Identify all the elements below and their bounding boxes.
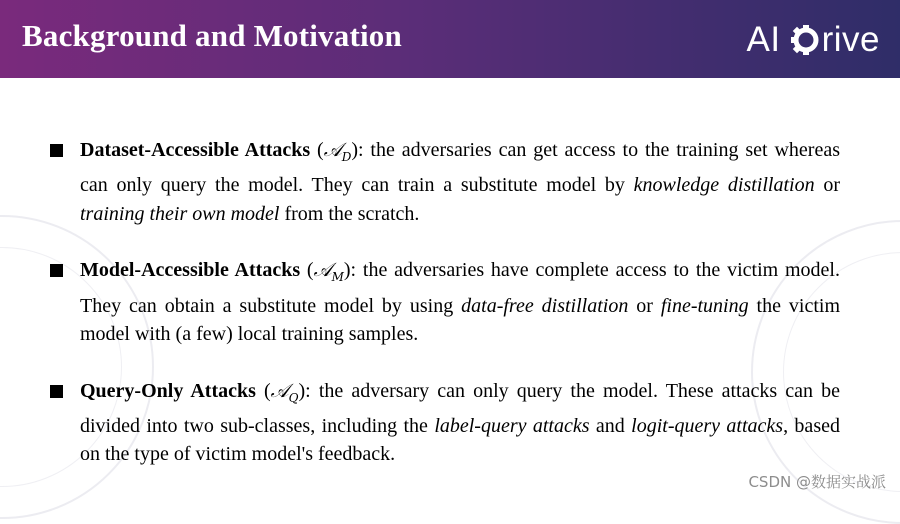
slide-header bbox=[0, 0, 900, 78]
item-term: Query-Only Attacks bbox=[80, 379, 256, 402]
list-item bbox=[50, 136, 840, 228]
square-bullet-icon bbox=[50, 385, 63, 398]
ai-drive-logo bbox=[747, 20, 880, 60]
logo-text-ai: AI bbox=[746, 20, 781, 59]
emphasis: training their own model bbox=[80, 202, 280, 225]
item-text: Model-Accessible Attacks (𝒜$_M$): the adversaries have complete access to the victim model. They can obtain a substitute model by using data-free distillation or fine-tuning the victim model with (a few) local training samples. bbox=[80, 259, 840, 346]
item-term: Dataset-Accessible Attacks bbox=[80, 139, 311, 161]
square-bullet-icon bbox=[50, 264, 63, 277]
gear-icon bbox=[791, 25, 821, 55]
bullet-list bbox=[50, 136, 840, 497]
item-text: Dataset-Accessible Attacks (𝒜$_D$): the adversaries can get access to the training set whereas can only query the model. They can train a substitute model by knowledge distillation or training their own model from the scratch. bbox=[80, 139, 840, 225]
attack-symbol: 𝒜$_D$ bbox=[323, 139, 352, 164]
list-item bbox=[50, 377, 840, 469]
csdn-watermark: CSDN @数据实战派 bbox=[748, 473, 886, 491]
attack-symbol: 𝒜$_M$ bbox=[313, 259, 344, 285]
slide-title: Background and Motivation bbox=[22, 18, 402, 53]
item-text: Query-Only Attacks (𝒜$_Q$): the adversary can only query the model. These attacks can be divided into two sub-classes, including the label-query attacks and logit-query attacks, based on the type of victim model's feedback. bbox=[80, 379, 840, 466]
emphasis: logit-query attacks bbox=[631, 414, 784, 437]
attack-symbol: 𝒜$_Q$ bbox=[270, 379, 299, 405]
item-term: Model-Accessible Attacks bbox=[80, 259, 301, 282]
emphasis: label-query attacks bbox=[434, 414, 590, 437]
logo-text-rive: rive bbox=[821, 20, 880, 59]
emphasis: data-free distillation bbox=[461, 294, 629, 317]
emphasis: fine-tuning bbox=[660, 294, 749, 317]
square-bullet-icon bbox=[50, 144, 63, 157]
list-item bbox=[50, 256, 840, 348]
emphasis: knowledge distillation bbox=[633, 174, 815, 197]
